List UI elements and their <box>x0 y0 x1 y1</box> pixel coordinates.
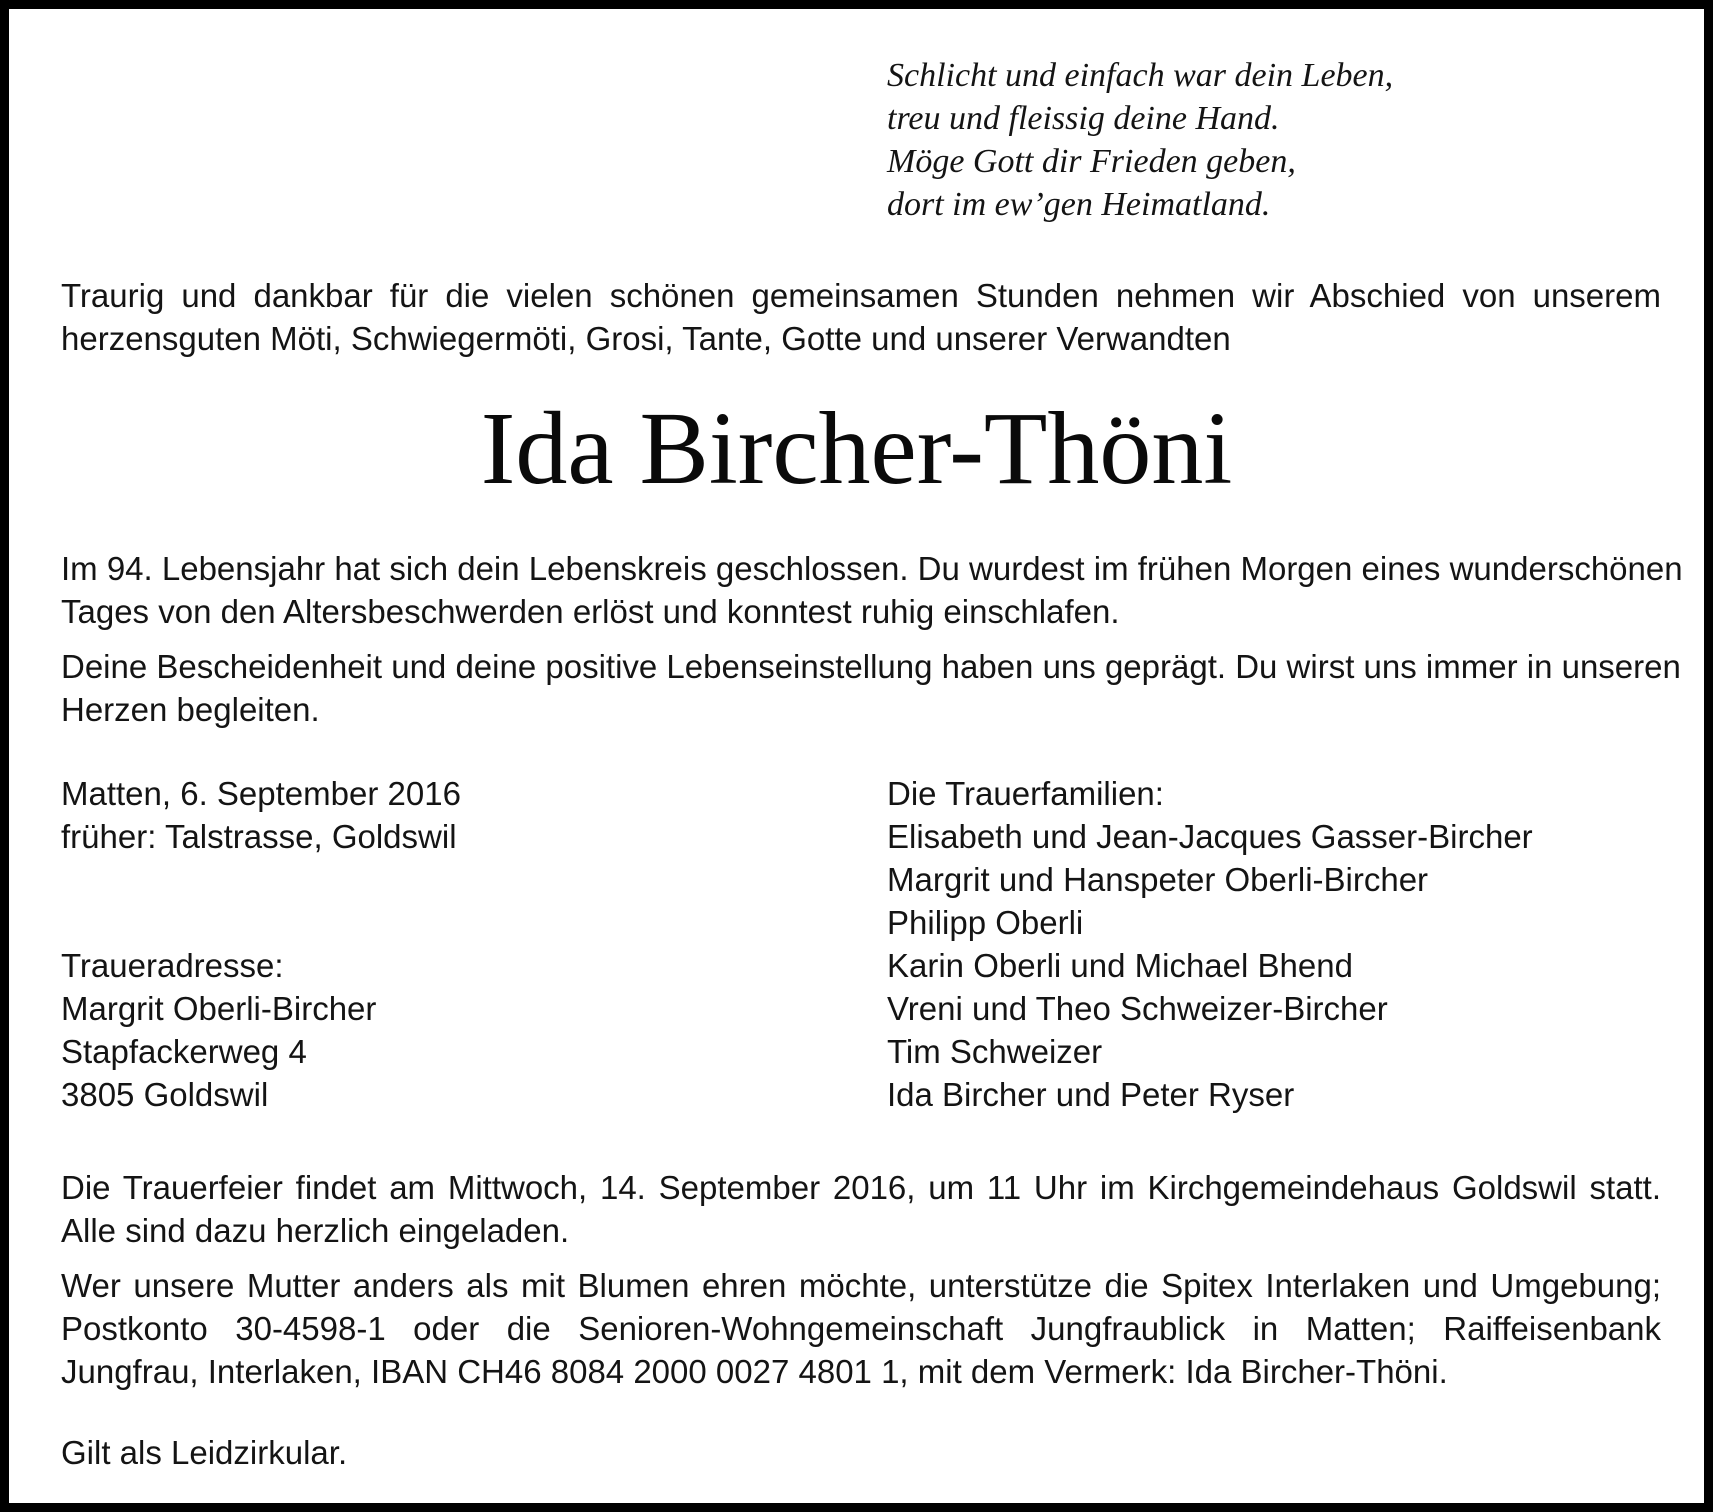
donation-line: Postkonto 30-4598-1 oder die Senioren-Wohngemeinschaft Jungfraublick in Matten; Raiffeisenbank <box>61 1310 1661 1347</box>
place-date-line: Matten, 6. September 2016 <box>61 775 461 812</box>
family-line: Tim Schweizer <box>887 1033 1103 1070</box>
address-line: 3805 Goldswil <box>61 1076 269 1113</box>
tribute-line: Deine Bescheidenheit und deine positive Lebenseinstellung haben uns geprägt. Du wirst uns immer in unseren <box>61 648 1681 685</box>
address-line: Traueradresse: <box>61 947 284 984</box>
memorial-verse <box>887 54 1393 226</box>
family-line: Vreni und Theo Schweizer-Bircher <box>887 990 1388 1027</box>
intro-line: herzensguten Möti, Schwiegermöti, Grosi, Tante, Gotte und unserer Verwandten <box>61 320 1231 357</box>
family-line: Ida Bircher und Peter Ryser <box>887 1076 1295 1113</box>
families-heading: Die Trauerfamilien: <box>887 775 1164 812</box>
family-line: Karin Oberli und Michael Bhend <box>887 947 1353 984</box>
address-line: Margrit Oberli-Bircher <box>61 990 377 1027</box>
intro-paragraph <box>61 274 1661 360</box>
ceremony-line: Die Trauerfeier findet am Mittwoch, 14. September 2016, um 11 Uhr im Kirchgemeindehaus Goldswil statt. <box>61 1169 1661 1206</box>
address-line: Stapfackerweg 4 <box>61 1033 307 1070</box>
tribute-paragraph <box>61 645 1681 731</box>
deceased-name: Ida Bircher-Thöni <box>480 391 1233 506</box>
verse-line: treu und fleissig deine Hand. <box>887 100 1280 137</box>
verse-line: Schlicht und einfach war dein Leben, <box>887 57 1394 94</box>
verse-line: Möge Gott dir Frieden geben, <box>887 143 1296 180</box>
family-line: Elisabeth und Jean-Jacques Gasser-Bircher <box>887 818 1533 855</box>
family-line: Philipp Oberli <box>887 904 1084 941</box>
intro-line: Traurig und dankbar für die vielen schönen gemeinsamen Stunden nehmen wir Abschied von unserem <box>61 277 1661 314</box>
closing-note: Gilt als Leidzirkular. <box>61 1434 348 1471</box>
life-line: Im 94. Lebensjahr hat sich dein Lebenskreis geschlossen. Du wurdest im frühen Morgen eines wunderschönen <box>61 550 1683 587</box>
life-line: Tages von den Altersbeschwerden erlöst und konntest ruhig einschlafen. <box>61 593 1120 630</box>
donation-line: Wer unsere Mutter anders als mit Blumen ehren möchte, unterstütze die Spitex Interlaken und Umgebung; <box>61 1267 1661 1304</box>
place-date <box>61 772 461 858</box>
mourning-address <box>61 944 376 1116</box>
family-line: Margrit und Hanspeter Oberli-Bircher <box>887 861 1429 898</box>
mourning-families <box>887 772 1533 1116</box>
place-date-line: früher: Talstrasse, Goldswil <box>61 818 457 855</box>
life-paragraph <box>61 547 1683 633</box>
donation-line: Jungfrau, Interlaken, IBAN CH46 8084 2000 0027 4801 1, mit dem Vermerk: Ida Bircher-Thöni. <box>61 1353 1448 1390</box>
verse-line: dort im ew’gen Heimatland. <box>887 186 1271 223</box>
ceremony-paragraph <box>61 1166 1661 1252</box>
ceremony-line: Alle sind dazu herzlich eingeladen. <box>61 1212 570 1249</box>
tribute-line: Herzen begleiten. <box>61 691 320 728</box>
donation-paragraph <box>61 1264 1661 1393</box>
